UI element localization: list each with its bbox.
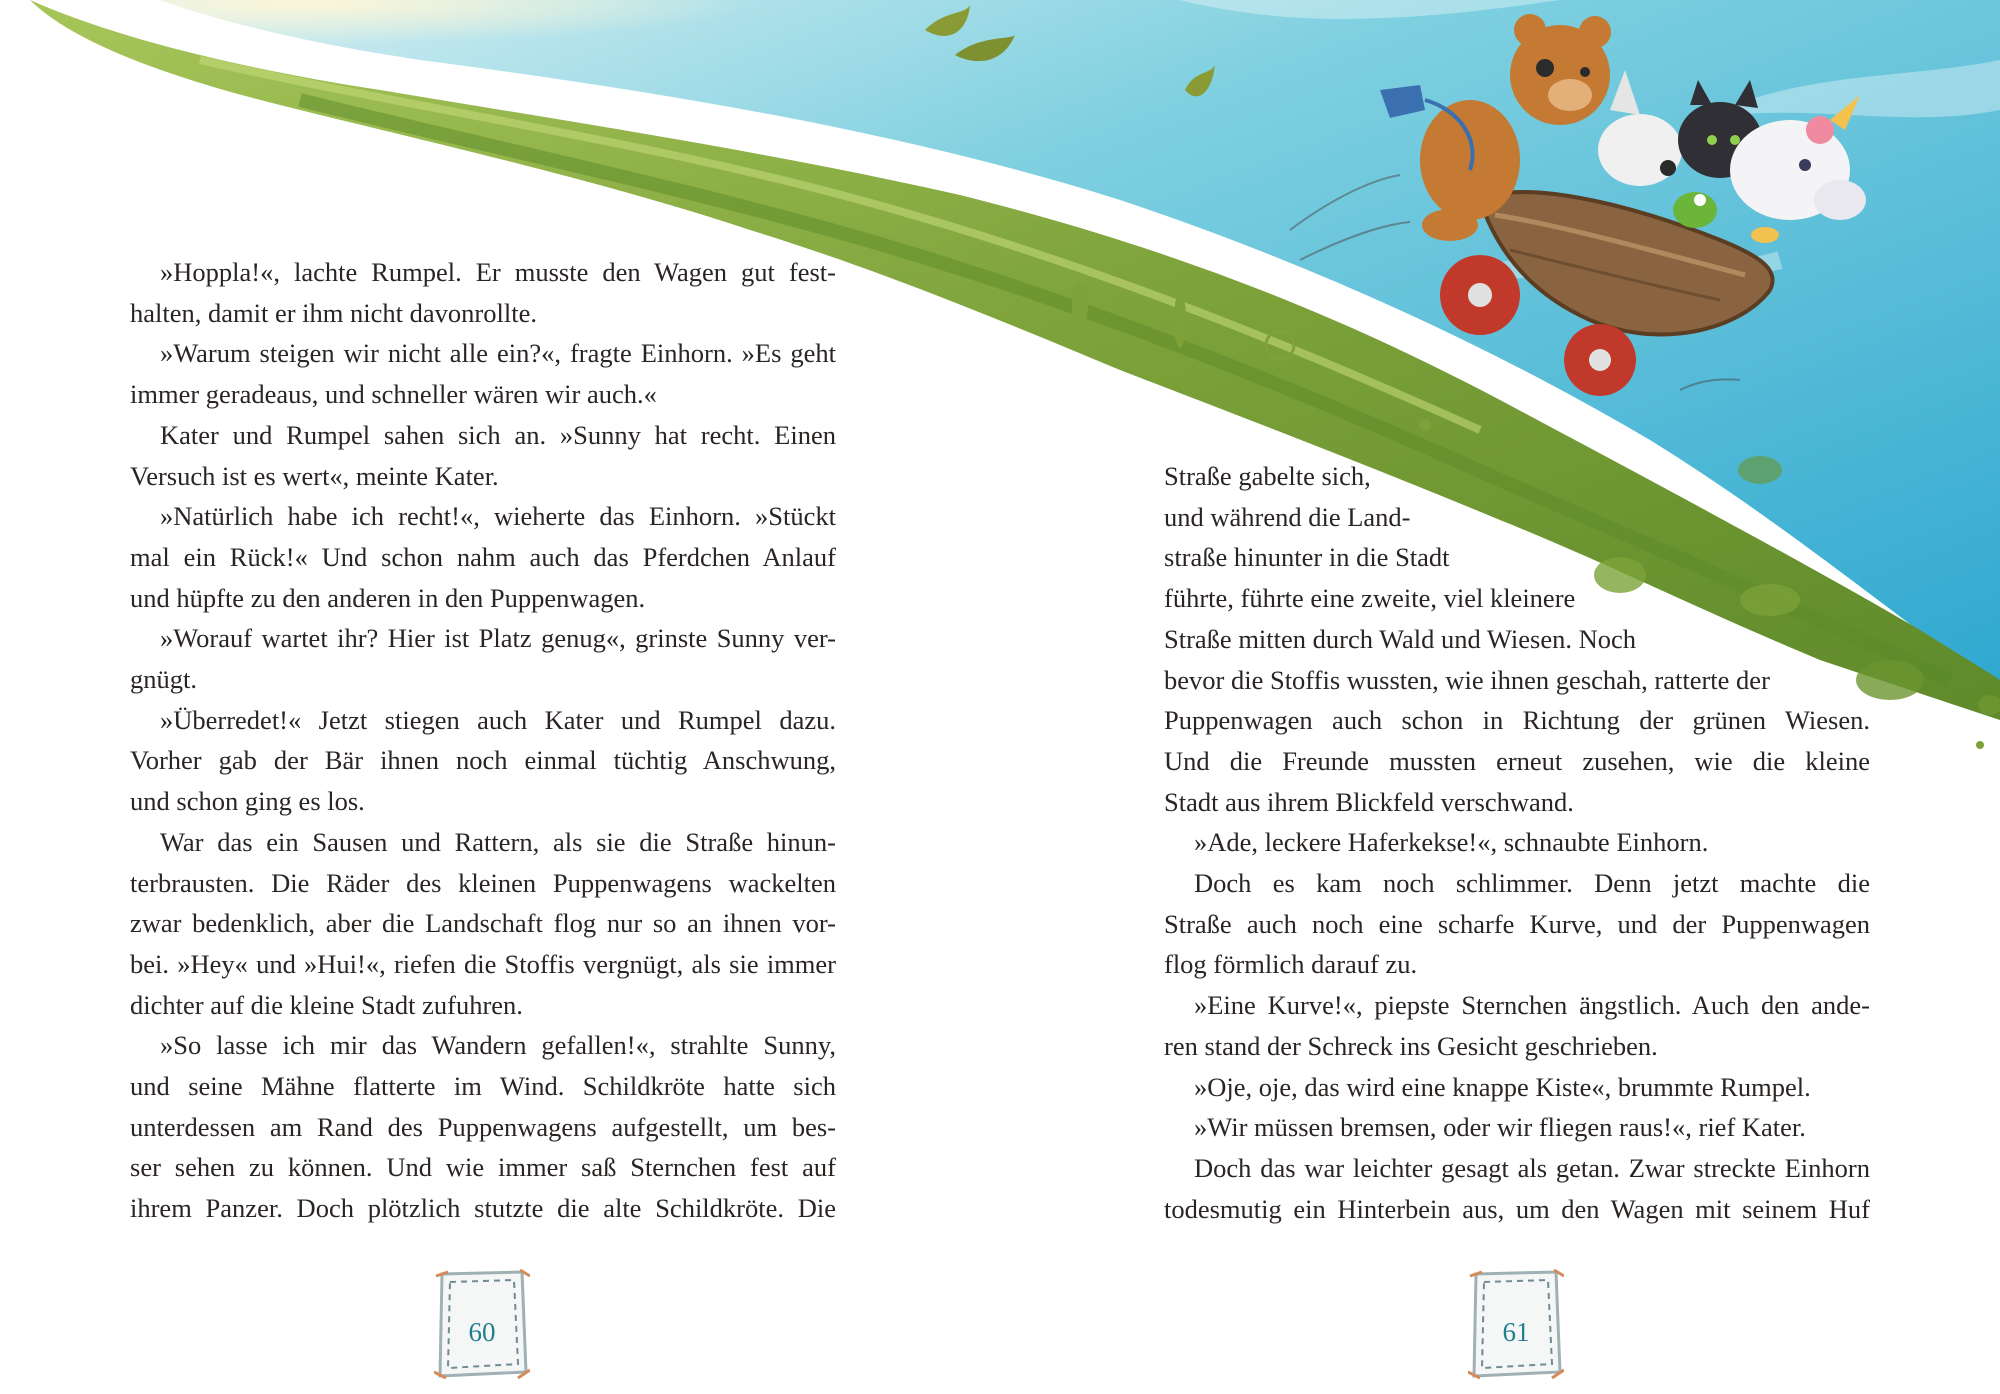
text-line: Doch das war leichter gesagt als getan. Zwar streckte Einhorn: [1194, 1152, 1870, 1183]
page-number: 60: [468, 1316, 496, 1347]
text-line: Straße mitten durch Wald und Wiesen. Noch: [1164, 623, 1636, 654]
text-line: dichter auf die kleine Stadt zufuhren.: [130, 989, 523, 1020]
text-line: immer geradeaus, und schneller wären wir auch.«: [130, 379, 657, 410]
text-line: und seine Mähne flatterte im Wind. Schildkröte hatte sich: [130, 1071, 836, 1102]
text-line: Kater und Rumpel sahen sich an. »Sunny hat recht. Einen: [160, 419, 836, 450]
text-line: »Wir müssen bremsen, oder wir fliegen raus!«, rief Kater.: [1194, 1112, 1806, 1143]
turtle-figure: [1673, 192, 1717, 228]
text-line: »Eine Kurve!«, piepste Sternchen ängstlich. Auch den ande-: [1194, 990, 1870, 1021]
text-line: »Warum steigen wir nicht alle ein?«, fragte Einhorn. »Es geht: [160, 338, 836, 369]
text-line: zwar bedenklich, aber die Landschaft flog nur so an ihnen vor-: [130, 908, 836, 939]
text-line: ser sehen zu können. Und wie immer saß Sternchen fest auf: [130, 1152, 836, 1183]
text-line: Doch es kam noch schlimmer. Denn jetzt machte die: [1194, 868, 1870, 899]
text-line: und während die Land-: [1164, 501, 1411, 532]
text-line: »Hoppla!«, lachte Rumpel. Er musste den Wagen gut fest-: [160, 257, 836, 287]
text-line: »So lasse ich mir das Wandern gefallen!«, strahlte Sunny,: [160, 1030, 836, 1061]
text-line: Straße auch noch eine scharfe Kurve, und der Puppenwagen: [1164, 908, 1870, 939]
text-line: gnügt.: [130, 664, 197, 695]
text-line: und schon ging es los.: [130, 786, 365, 817]
text-line: »Natürlich habe ich recht!«, wieherte das Einhorn. »Stückt: [160, 501, 836, 532]
pram-wheel: [1564, 324, 1636, 396]
text-line: »Worauf wartet ihr? Hier ist Platz genug«, grinste Sunny ver-: [160, 623, 836, 654]
page-number-badge-right: [1468, 1268, 1564, 1380]
text-line: Straße gabelte sich,: [1164, 461, 1371, 491]
text-line: »Oje, oje, das wird eine knappe Kiste«, brummte Rumpel.: [1194, 1071, 1811, 1102]
right-page-text: [1164, 456, 1870, 1229]
text-line: führte, führte eine zweite, viel kleinere: [1164, 583, 1576, 614]
text-line: bei. »Hey« und »Hui!«, riefen die Stoffis vergnügt, als sie immer: [130, 948, 836, 979]
text-line: mal ein Rück!« Und schon nahm auch das Pferdchen Anlauf: [130, 541, 836, 572]
text-line: War das ein Sausen und Rattern, als sie die Straße hinun-: [160, 826, 836, 857]
page-number: 61: [1502, 1316, 1530, 1347]
text-line: unterdessen am Rand des Puppenwagens aufgestellt, um bes-: [130, 1111, 836, 1142]
text-line: todesmutig ein Hinterbein aus, um den Wagen mit seinem Huf: [1164, 1193, 1870, 1224]
left-page-text: [130, 252, 836, 1229]
text-line: ren stand der Schreck ins Gesicht geschrieben.: [1164, 1030, 1658, 1061]
text-line: bevor die Stoffis wussten, wie ihnen geschah, ratterte der: [1164, 664, 1770, 695]
text-line: halten, damit er ihm nicht davonrollte.: [130, 297, 537, 328]
page-number-badge-left: [434, 1268, 530, 1380]
text-line: Vorher gab der Bär ihnen noch einmal tüchtig Anschwung,: [130, 745, 836, 776]
text-line: terbrausten. Die Räder des kleinen Puppenwagens wackelten: [130, 867, 836, 898]
text-line: Stadt aus ihrem Blickfeld verschwand.: [1164, 786, 1574, 817]
pram-wheel: [1440, 255, 1520, 335]
text-line: Versuch ist es wert«, meinte Kater.: [130, 460, 499, 491]
text-line: »Ade, leckere Haferkekse!«, schnaubte Einhorn.: [1194, 827, 1709, 858]
text-line: Puppenwagen auch schon in Richtung der grünen Wiesen.: [1164, 705, 1870, 736]
text-line: »Überredet!« Jetzt stiegen auch Kater und Rumpel dazu.: [160, 704, 836, 735]
text-line: ihrem Panzer. Doch plötzlich stutzte die alte Schildkröte. Die: [130, 1193, 836, 1224]
text-line: flog förmlich darauf zu.: [1164, 949, 1418, 980]
text-line: und hüpfte zu den anderen in den Puppenwagen.: [130, 582, 646, 613]
text-line: Und die Freunde mussten erneut zusehen, wie die kleine: [1164, 745, 1870, 776]
text-line: straße hinunter in die Stadt: [1164, 542, 1450, 573]
